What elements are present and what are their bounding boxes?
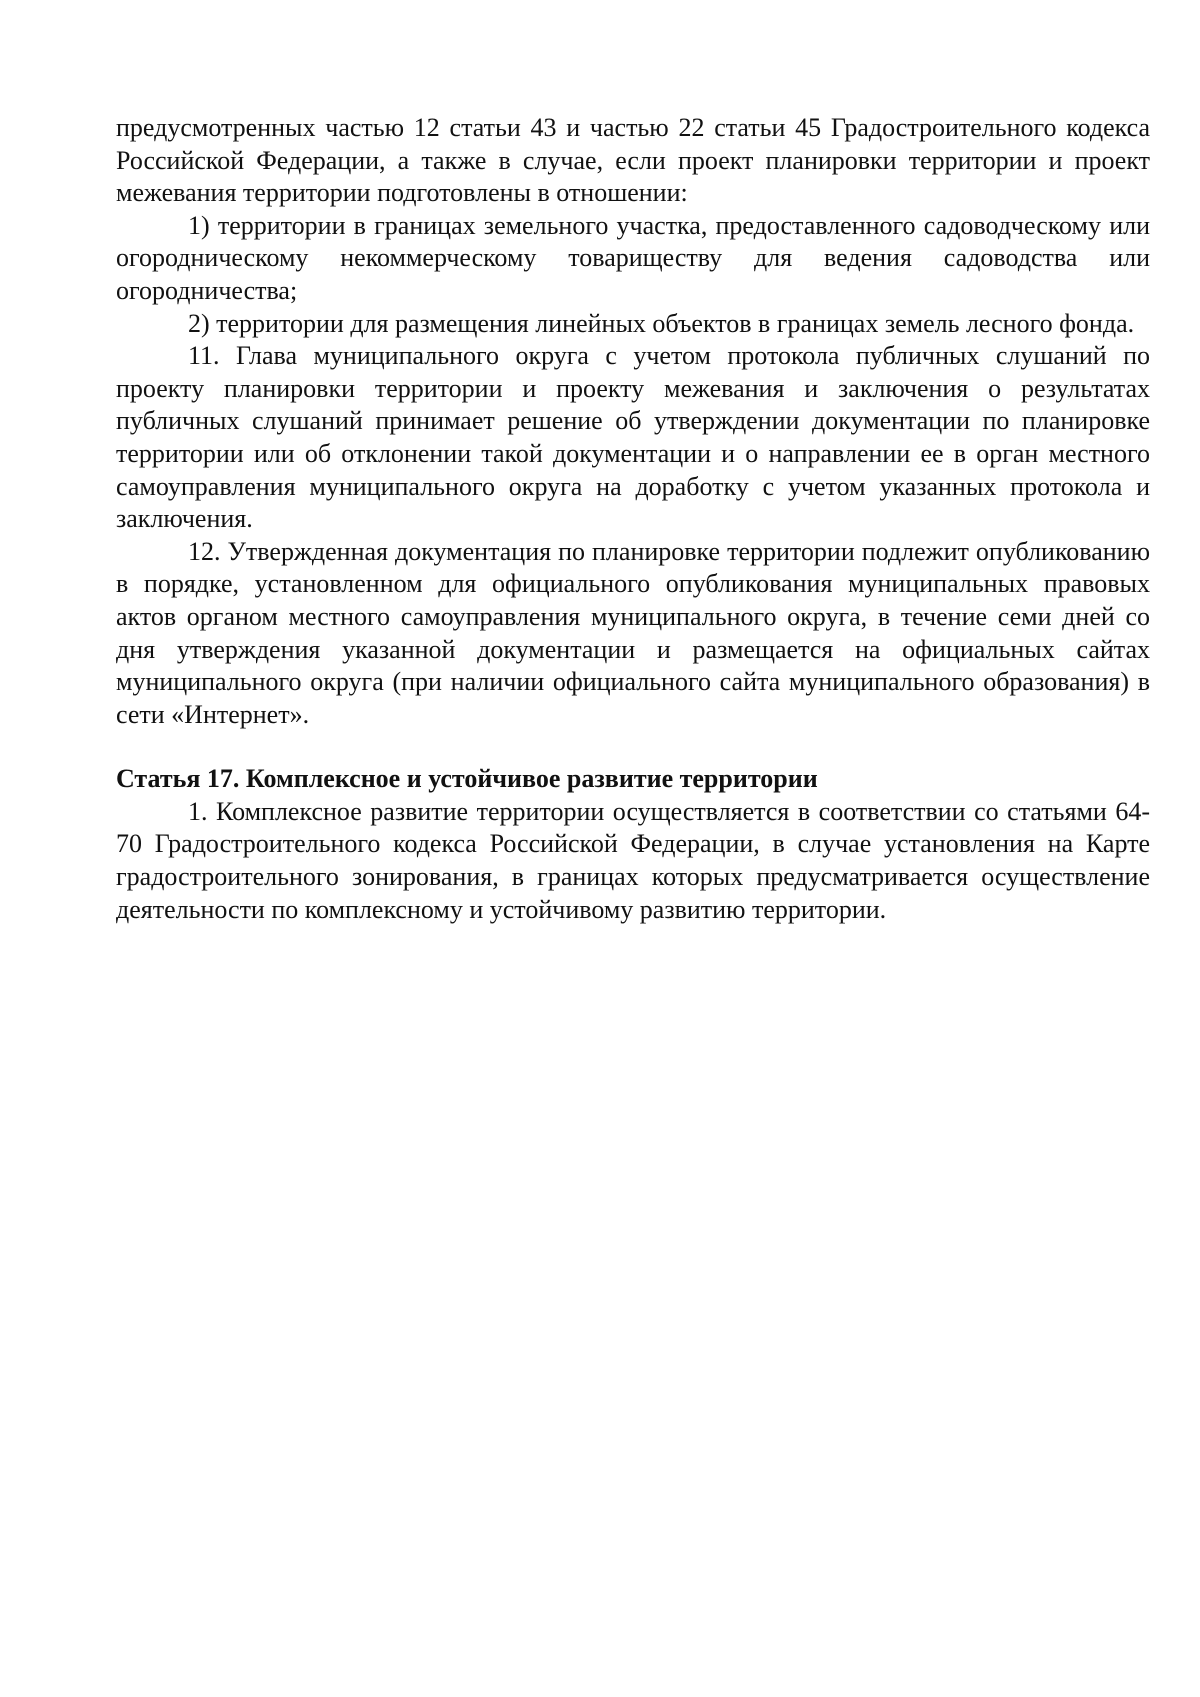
- paragraph-item-2: 2) территории для размещения линейных объектов в границах земель лесного фонда.: [188, 308, 1135, 338]
- article-17-clause-1: 1. Комплексное развитие территории осуществляется в соответствии со статьями 64-70 Градостроительного кодекса Российской Федерации, в случае установления на Карте градостроительного зонирования, в границах которых предусматривается осуществление деятельности по комплексному и устойчивому развитию территории.: [116, 796, 1150, 924]
- document-body: [116, 112, 1150, 926]
- paragraph-item-1: 1) территории в границах земельного участка, предоставленного садоводческому или огородническому некоммерческому товариществу для ведения садоводства или огородничества;: [116, 210, 1150, 305]
- paragraph-clause-12: 12. Утвержденная документация по планировке территории подлежит опубликованию в порядке, установленном для официального опубликования муниципальных правовых актов органом местного самоуправления муниципального округа, в течение семи дней со дня утверждения указанной документации и размещается на официальных сайтах муниципального округа (при наличии официального сайта муниципального образования) в сети «Интернет».: [116, 536, 1150, 729]
- article-17-heading: Статья 17. Комплексное и устойчивое развитие территории: [116, 764, 818, 794]
- paragraph-clause-11: 11. Глава муниципального округа с учетом протокола публичных слушаний по проекту планировки территории и проекту межевания и заключения о результатах публичных слушаний принимает решение об утверждении документации по планировке территории или об отклонении такой документации и о направлении ее в орган местного самоуправления муниципального округа на доработку с учетом указанных протокола и заключения.: [116, 341, 1150, 534]
- paragraph-continuation: предусмотренных частью 12 статьи 43 и частью 22 статьи 45 Градостроительного кодекса Российской Федерации, а также в случае, если проект планировки территории и проект межевания территории подготовлены в отношении:: [116, 113, 1150, 208]
